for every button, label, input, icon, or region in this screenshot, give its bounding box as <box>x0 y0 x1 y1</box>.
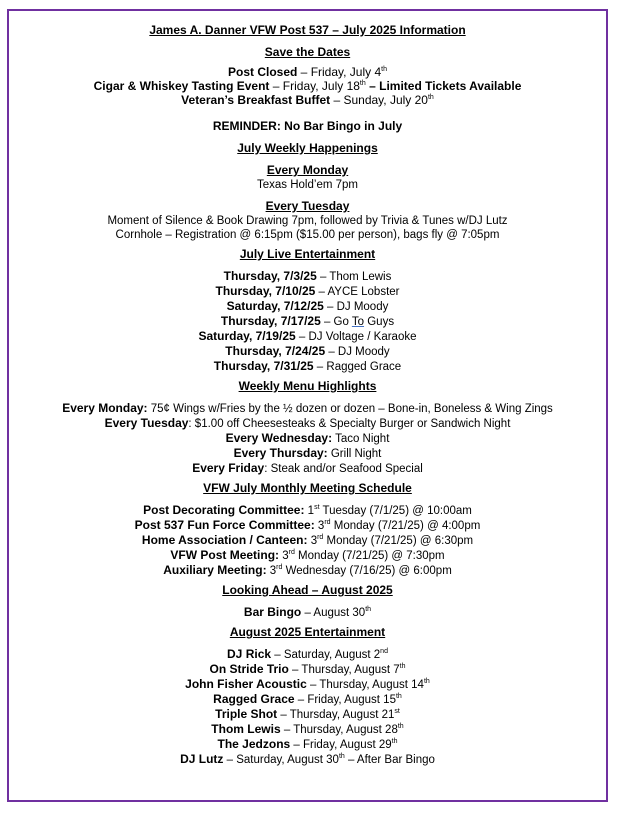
meeting-item: Post Decorating Committee: 1st Tuesday (7/1/25) @ 10:00am <box>143 503 472 517</box>
tuesday-line: Cornhole – Registration @ 6:15pm ($15.00 per person), bags fly @ 7:05pm <box>115 229 500 241</box>
august-item: On Stride Trio – Thursday, August 7th <box>209 662 406 676</box>
tuesday-heading: Every Tuesday <box>265 199 350 213</box>
live-item: Thursday, 7/3/25 – Thom Lewis <box>223 269 392 283</box>
live-item: Saturday, 7/19/25 – DJ Voltage / Karaoke <box>198 329 417 343</box>
save-dates-heading: Save the Dates <box>264 45 351 59</box>
tuesday-line: Moment of Silence & Book Drawing 7pm, followed by Trivia & Tunes w/DJ Lutz <box>107 215 508 227</box>
looking-ahead-heading: Looking Ahead – August 2025 <box>222 583 393 597</box>
looking-ahead-item: Bar Bingo – August 30th <box>243 605 372 619</box>
monday-text: Texas Hold’em 7pm <box>257 179 358 191</box>
live-item: Thursday, 7/24/25 – DJ Moody <box>225 344 390 358</box>
document-title: James A. Danner VFW Post 537 – July 2025 Information <box>149 23 466 37</box>
menu-item: Every Thursday: Grill Night <box>233 446 382 460</box>
document-content <box>9 23 606 767</box>
save-date-item: Cigar & Whiskey Tasting Event – Friday, July 18th – Limited Tickets Available <box>93 79 522 93</box>
august-item: John Fisher Acoustic – Thursday, August 14th <box>185 677 430 691</box>
august-item: The Jedzons – Friday, August 29th <box>217 737 398 751</box>
august-item: DJ Rick – Saturday, August 2nd <box>227 647 388 661</box>
august-item: DJ Lutz – Saturday, August 30th – After Bar Bingo <box>180 752 435 766</box>
menu-item: Every Friday: Steak and/or Seafood Special <box>192 461 423 475</box>
monday-heading: Every Monday <box>266 163 349 177</box>
meeting-item: Auxiliary Meeting: 3rd Wednesday (7/16/25) @ 6:00pm <box>163 563 452 577</box>
menu-heading: Weekly Menu Highlights <box>238 379 377 393</box>
reminder-note: REMINDER: No Bar Bingo in July <box>212 119 403 133</box>
meeting-item: VFW Post Meeting: 3rd Monday (7/21/25) @ 7:30pm <box>170 548 445 562</box>
august-item: Triple Shot – Thursday, August 21st <box>215 707 400 721</box>
meeting-item: Post 537 Fun Force Committee: 3rd Monday (7/21/25) @ 4:00pm <box>134 518 481 532</box>
august-item: Ragged Grace – Friday, August 15th <box>213 692 402 706</box>
meeting-item: Home Association / Canteen: 3rd Monday (7/21/25) @ 6:30pm <box>141 533 474 547</box>
live-heading: July Live Entertainment <box>239 247 376 261</box>
live-item: Saturday, 7/12/25 – DJ Moody <box>226 299 389 313</box>
menu-item: Every Monday: 75¢ Wings w/Fries by the ½ dozen or dozen – Bone-in, Boneless & Wing Zings <box>62 401 553 415</box>
august-item: Thom Lewis – Thursday, August 28th <box>211 722 404 736</box>
august-heading: August 2025 Entertainment <box>229 625 386 639</box>
save-date-item: Veteran’s Breakfast Buffet – Sunday, July 20th <box>181 93 434 107</box>
document-page <box>7 9 608 802</box>
live-item: Thursday, 7/17/25 – Go To Guys <box>220 314 395 328</box>
save-date-item: Post Closed – Friday, July 4th <box>227 65 387 79</box>
weekly-heading: July Weekly Happenings <box>237 141 378 155</box>
menu-item: Every Tuesday: $1.00 off Cheesesteaks & Specialty Burger or Sandwich Night <box>104 416 511 430</box>
live-item: Thursday, 7/10/25 – AYCE Lobster <box>215 284 400 298</box>
live-item: Thursday, 7/31/25 – Ragged Grace <box>213 359 402 373</box>
meetings-heading: VFW July Monthly Meeting Schedule <box>203 481 412 495</box>
menu-item: Every Wednesday: Taco Night <box>225 431 390 445</box>
